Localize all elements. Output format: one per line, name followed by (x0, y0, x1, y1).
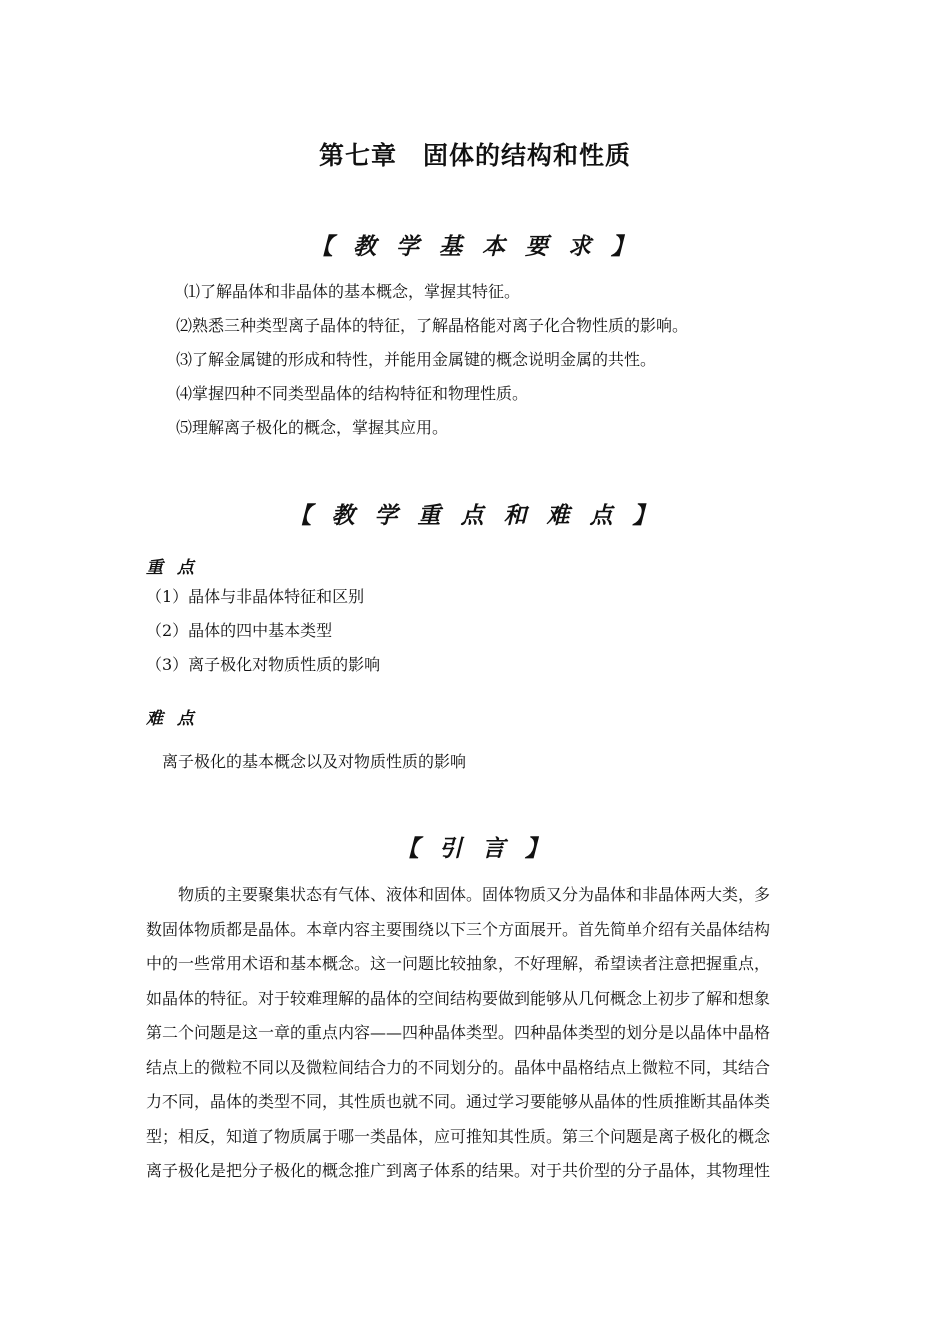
difficulty-label: 难 点 (146, 709, 198, 729)
intro-line: 物质的主要聚集状态有气体、液体和固体。固体物质又分为晶体和非晶体两大类，多 (146, 885, 771, 904)
requirement-item: ⑷掌握四种不同类型晶体的结构特征和物理性质。 (176, 384, 529, 403)
intro-line: 结点上的微粒不同以及微粒间结合力的不同划分的。晶体中晶格结点上微粒不同，其结合 (146, 1057, 771, 1077)
intro-line: 中的一些常用术语和基本概念。这一问题比较抽象，不好理解，希望读者注意把握重点， (146, 954, 771, 973)
requirement-item: ⑵熟悉三种类型离子晶体的特征，了解晶格能对离子化合物性质的影响。 (176, 316, 689, 335)
intro-paragraph (146, 878, 808, 1189)
intro-line: 力不同，晶体的类型不同，其性质也就不同。通过学习要能够从晶体的性质推断其晶体类 (146, 1092, 771, 1111)
intro-line: 数固体物质都是晶体。本章内容主要围绕以下三个方面展开。首先简单介绍有关晶体结构 (146, 919, 771, 939)
requirements-heading: 【 教 学 基 本 要 求 】 (309, 233, 641, 260)
chapter-title: 第七章 固体的结构和性质 (318, 141, 631, 170)
requirement-item: ⑸理解离子极化的概念，掌握其应用。 (176, 418, 449, 437)
focus-item: （2）晶体的四中基本类型 (146, 621, 333, 640)
focus-item: （1）晶体与非晶体特征和区别 (146, 587, 365, 606)
focus-label: 重 点 (146, 558, 198, 578)
key-points-heading: 【 教 学 重 点 和 难 点 】 (288, 502, 662, 529)
intro-line: 如晶体的特征。对于较难理解的晶体的空间结构要做到能够从几何概念上初步了解和想象 (146, 988, 771, 1008)
intro-line: 第二个问题是这一章的重点内容——四种晶体类型。四种晶体类型的划分是以晶体中晶格 (146, 1023, 771, 1042)
intro-line: 型；相反，知道了物质属于哪一类晶体，应可推知其性质。第三个问题是离子极化的概念 (146, 1126, 771, 1146)
focus-item: （3）离子极化对物质性质的影响 (146, 655, 381, 674)
requirement-item: ⑶了解金属键的形成和特性，并能用金属键的概念说明金属的共性。 (176, 350, 657, 369)
intro-heading: 【 引 言 】 (395, 835, 555, 862)
requirement-item: ⑴了解晶体和非晶体的基本概念，掌握其特征。 (184, 282, 521, 301)
intro-line: 离子极化是把分子极化的概念推广到离子体系的结果。对于共价型的分子晶体，其物理性 (146, 1161, 771, 1180)
difficulty-text: 离子极化的基本概念以及对物质性质的影响 (162, 752, 467, 771)
